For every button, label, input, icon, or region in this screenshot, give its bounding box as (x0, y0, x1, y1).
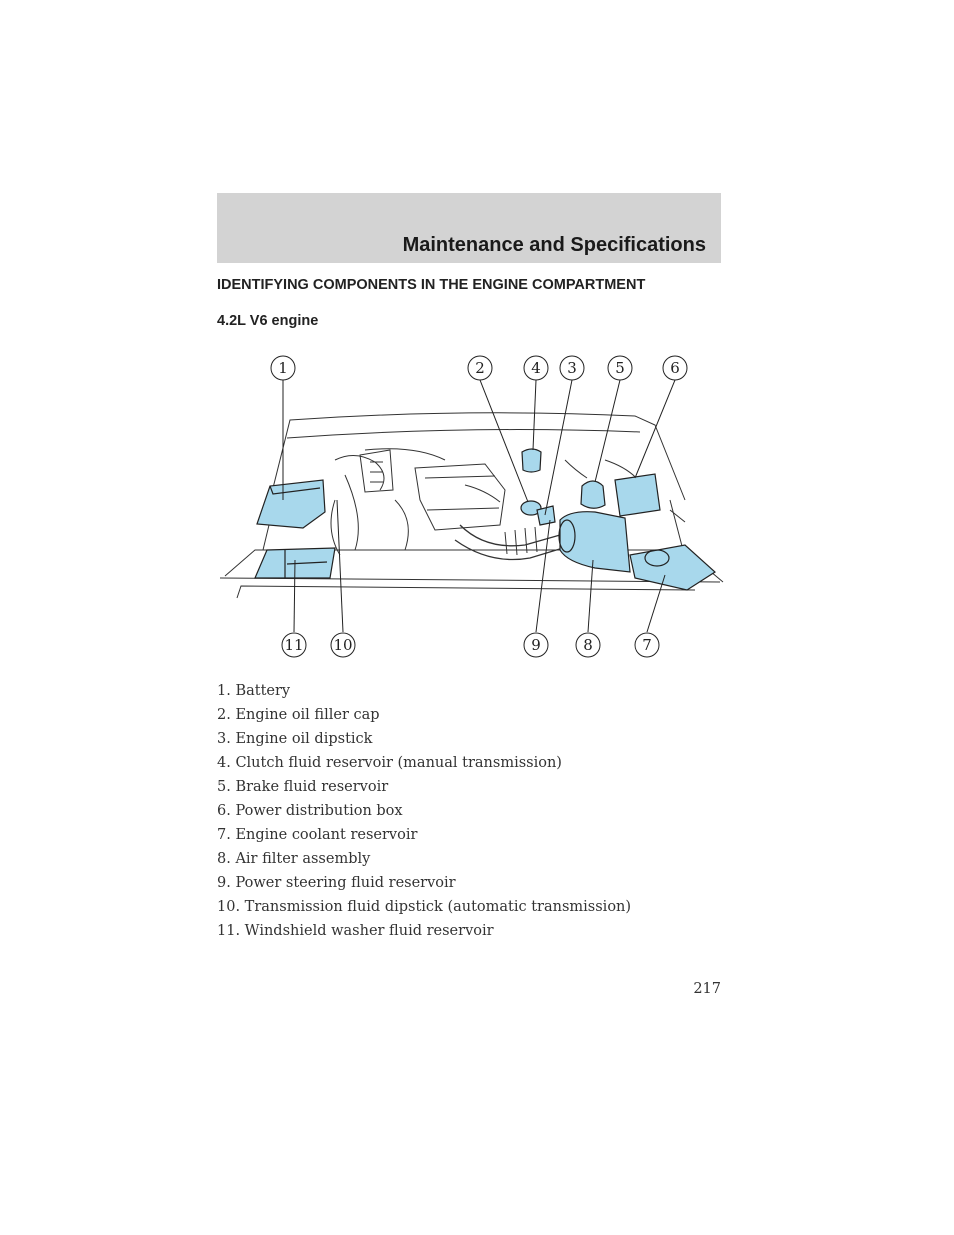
callout-3: 3 (567, 359, 577, 377)
legend-item: 5. Brake fluid reservoir (217, 779, 389, 795)
header-band (217, 193, 721, 263)
page-number: 217 (693, 981, 721, 997)
callout-8: 8 (583, 636, 593, 654)
legend-item: 4. Clutch fluid reservoir (manual transmission) (217, 755, 562, 771)
component-legend (217, 681, 631, 945)
callout-10: 10 (333, 636, 353, 654)
engine-illustration (215, 350, 725, 665)
callout-1: 1 (278, 359, 288, 377)
legend-item: 9. Power steering fluid reservoir (217, 875, 456, 891)
callout-4: 4 (531, 359, 541, 377)
legend-item: 6. Power distribution box (217, 803, 403, 819)
callout-2: 2 (475, 359, 485, 377)
legend-item: 2. Engine oil filler cap (217, 707, 380, 723)
legend-item: 11. Windshield washer fluid reservoir (217, 923, 494, 939)
engine-subtitle: 4.2L V6 engine (217, 313, 319, 329)
callout-7: 7 (642, 636, 652, 654)
legend-item: 8. Air filter assembly (217, 851, 371, 867)
callout-6: 6 (670, 359, 680, 377)
engine-compartment-diagram (215, 350, 725, 665)
legend-item: 1. Battery (217, 683, 291, 699)
legend-item: 10. Transmission fluid dipstick (automatic transmission) (217, 899, 632, 915)
legend-item: 7. Engine coolant reservoir (217, 827, 418, 843)
legend-item: 3. Engine oil dipstick (217, 731, 373, 747)
section-title: IDENTIFYING COMPONENTS IN THE ENGINE COMPARTMENT (217, 277, 646, 293)
callout-11: 11 (284, 636, 304, 654)
page-header-title: Maintenance and Specifications (402, 234, 706, 256)
callout-5: 5 (615, 359, 625, 377)
callout-9: 9 (531, 636, 541, 654)
